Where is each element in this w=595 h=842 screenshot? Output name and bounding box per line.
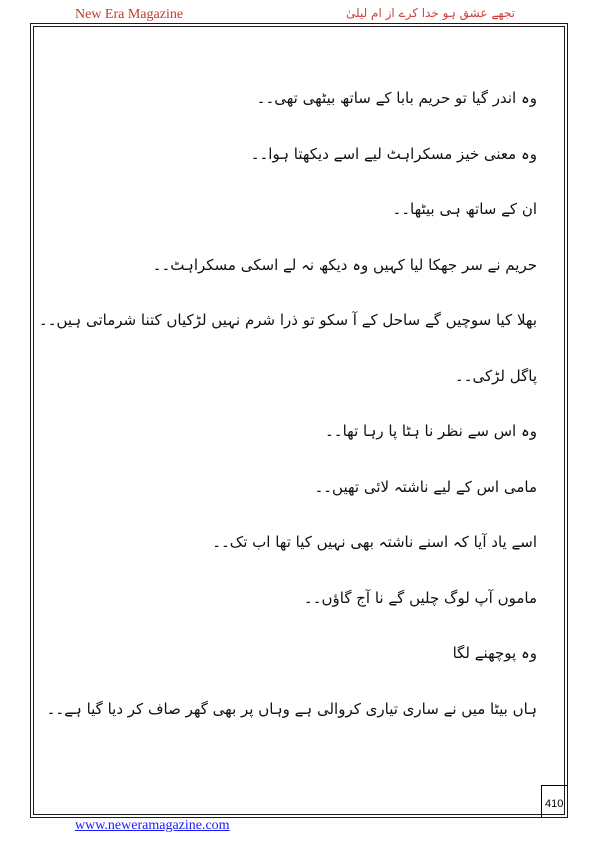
magazine-name: New Era Magazine xyxy=(75,7,184,22)
story-title: تجھے عشق ہو خدا کرے از ام لیلیٰ xyxy=(345,6,515,20)
page-number: 410 xyxy=(545,798,564,810)
body-line: وہ اس سے نظر نا ہٹا پا رہا تھا۔۔ xyxy=(325,422,537,440)
website-link[interactable]: www.neweramagazine.com xyxy=(75,818,230,833)
body-line: وہ اندر گیا تو حریم بابا کے ساتھ بیٹھی تھی۔۔ xyxy=(256,89,537,107)
body-line: ہاں بیٹا میں نے ساری تیاری کروالی ہے وہاں پر بھی گھر صاف کر دیا گیا ہے۔۔ xyxy=(46,699,537,718)
body-line: وہ پوچھنے لگا xyxy=(452,644,537,662)
body-line: حریم نے سر جھکا لیا کہیں وہ دیکھ نہ لے اسکی مسکراہٹ۔۔ xyxy=(152,255,537,274)
body-line: وہ معنی خیز مسکراہٹ لیے اسے دیکھتا ہوا۔۔ xyxy=(250,144,537,163)
body-line: اسے یاد آیا کہ اسنے ناشتہ بھی نہیں کیا تھا اب تک۔۔ xyxy=(212,533,537,551)
body-line: مامی اس کے لیے ناشتہ لائی تھیں۔۔ xyxy=(314,477,537,496)
story-body xyxy=(38,78,537,744)
body-line: ان کے ساتھ ہی بیٹھا۔۔ xyxy=(392,200,537,218)
body-line: بھلا کیا سوچیں گے ساحل کے آ سکو تو ذرا شرم نہیں لڑکیاں کتنا شرماتی ہیں۔۔ xyxy=(38,311,537,329)
body-line: پاگل لڑکی۔۔ xyxy=(454,366,537,385)
body-line: ماموں آپ لوگ چلیں گے نا آج گاؤں۔۔ xyxy=(303,588,537,607)
